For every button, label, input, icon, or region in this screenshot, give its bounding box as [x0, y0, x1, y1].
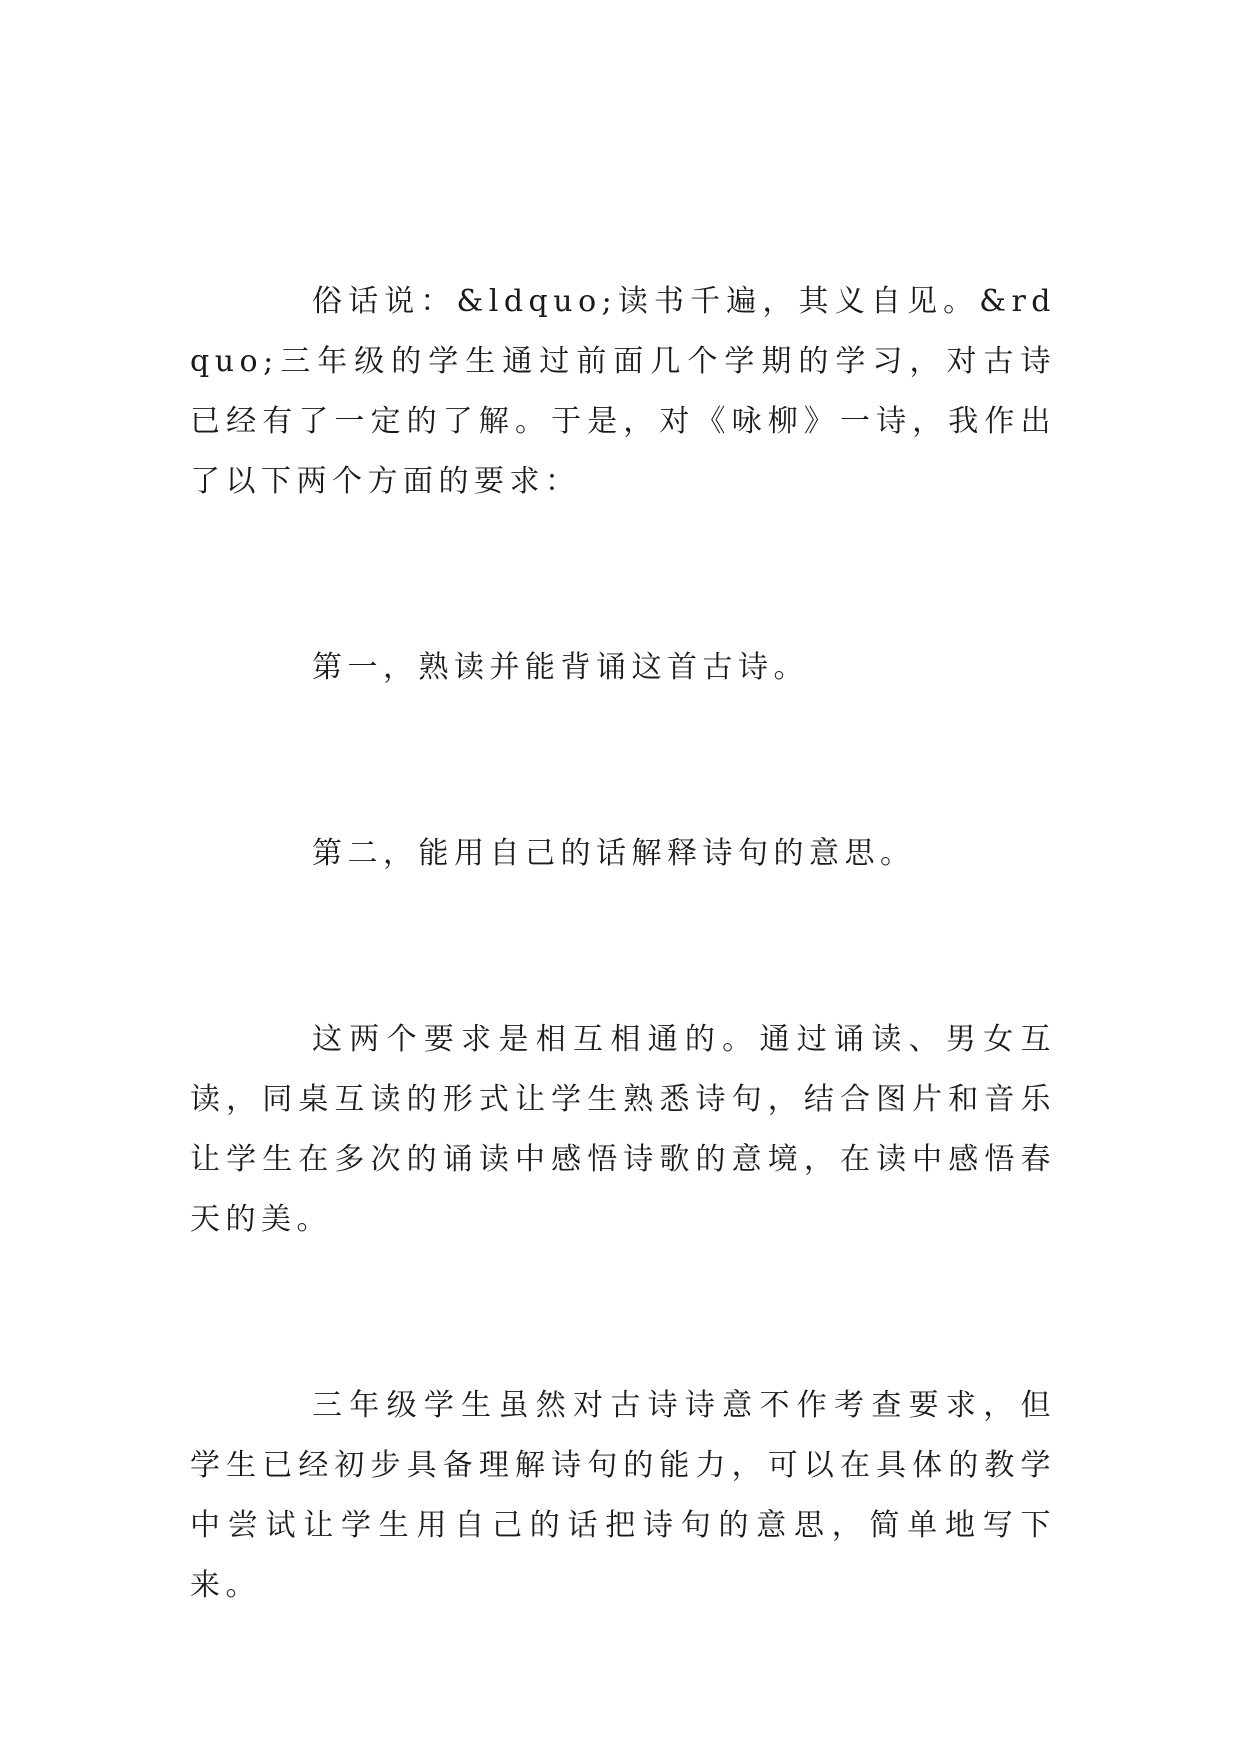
document-body	[190, 272, 1056, 1616]
paragraph-method: 这两个要求是相互相通的。通过诵读、男女互读，同桌互读的形式让学生熟悉诗句，结合图片和音乐让学生在多次的诵读中感悟诗歌的意境，在读中感悟春天的美。	[190, 1022, 1056, 1237]
paragraph-conclusion: 三年级学生虽然对古诗诗意不作考查要求，但学生已经初步具备理解诗句的能力，可以在具体的教学中尝试让学生用自己的话把诗句的意思，简单地写下来。	[190, 1388, 1056, 1603]
paragraph-requirement-1: 第一，熟读并能背诵这首古诗。	[312, 650, 809, 685]
paragraph-intro: 俗话说：&ldquo;读书千遍，其义自见。&rdquo;三年级的学生通过前面几个学期的学习，对古诗已经有了一定的了解。于是，对《咏柳》一诗，我作出了以下两个方面的要求：	[190, 284, 1056, 499]
paragraph-requirement-2: 第二，能用自己的话解释诗句的意思。	[312, 836, 916, 871]
